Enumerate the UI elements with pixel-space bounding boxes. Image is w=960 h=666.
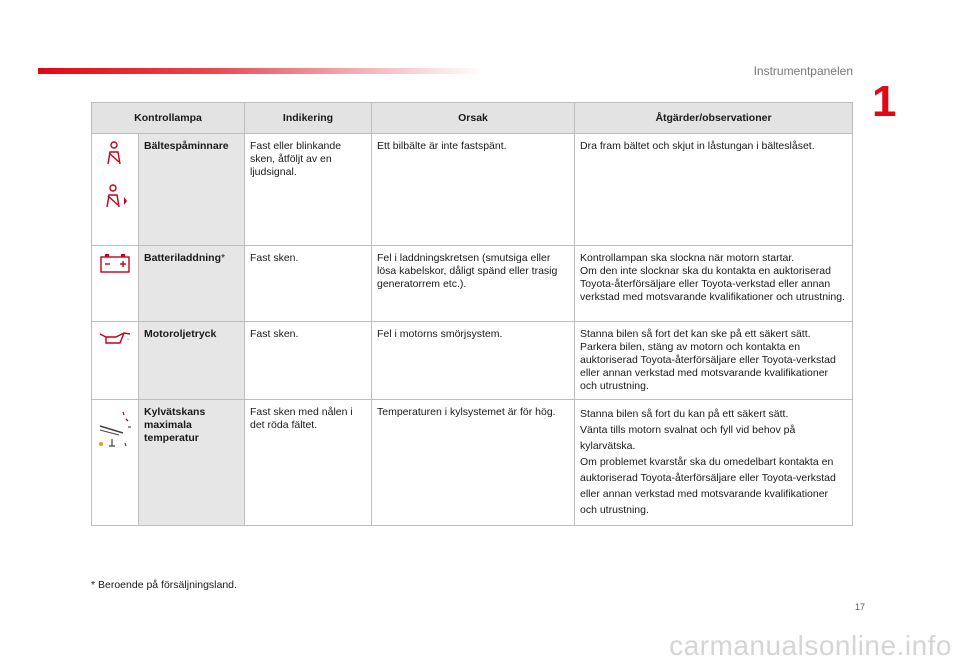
- footnote-marker: *: [221, 252, 226, 264]
- lamp-name: Bältespåminnare: [139, 134, 245, 246]
- lamp-action: [575, 322, 853, 400]
- lamp-indication: Fast eller blinkande sken, åtföljt av en ljudsignal.: [245, 134, 372, 246]
- watermark: carmanualsonline.info: [669, 630, 952, 661]
- table-header-row: [92, 103, 853, 134]
- lamp-cause: Temperaturen i kylsystemet är för hög.: [372, 400, 575, 526]
- action-line: Stanna bilen så fort du kan på ett säkert sätt.: [580, 408, 789, 420]
- lamp-indication: Fast sken.: [245, 246, 372, 322]
- icon-cell: [92, 400, 139, 526]
- section-title: Instrumentpanelen: [753, 64, 853, 78]
- lamp-action: [575, 246, 853, 322]
- page-number: 17: [855, 602, 866, 612]
- lamp-action: [575, 400, 853, 526]
- icon-cell: [92, 246, 139, 322]
- lamp-name: [139, 246, 245, 322]
- action-line: Om problemet kvarstår ska du omedelbart kontakta en auktoriserad Toyota-återförsäljare eller Toyota-verkstad eller annan verkstad med motsvarande kvalifikationer och utrustning.: [580, 456, 836, 516]
- seatbelt-reminder-icon: [97, 140, 133, 211]
- table-row: [92, 246, 853, 322]
- battery-icon: [97, 252, 133, 274]
- lamp-action: [575, 134, 853, 246]
- table-row: [92, 322, 853, 400]
- table-row: [92, 134, 853, 246]
- lamp-cause: Fel i motorns smörjsystem.: [372, 322, 575, 400]
- lamp-indication: Fast sken.: [245, 322, 372, 400]
- oil-pressure-icon: [97, 328, 133, 348]
- action-line: Om den inte slocknar ska du kontakta en auktoriserad Toyota-återförsäljare eller Toyota-verkstad eller annan verkstad med motsvarande kvalifikationer och utrustning.: [580, 265, 845, 303]
- header-accent-bar: [38, 68, 483, 74]
- column-header: Kontrollampa: [92, 103, 245, 134]
- chapter-number: 1: [872, 77, 897, 126]
- icon-cell: [92, 322, 139, 400]
- warning-lamps-table: [91, 102, 853, 526]
- lamp-name: Kylvätskans maximala temperatur: [139, 400, 245, 526]
- column-header: Åtgärder/observationer: [575, 103, 853, 134]
- action-line: Dra fram bältet och skjut in låstungan i bälteslåset.: [580, 140, 815, 152]
- action-line: Vänta tills motorn svalnat och fyll vid behov på kylarvätska.: [580, 424, 796, 452]
- action-line: Stanna bilen så fort det kan ske på ett säkert sätt.: [580, 328, 811, 340]
- column-header: Orsak: [372, 103, 575, 134]
- action-line: Kontrollampan ska slockna när motorn startar.: [580, 252, 795, 264]
- icon-cell: [92, 134, 139, 246]
- lamp-name: Motoroljetryck: [139, 322, 245, 400]
- lamp-indication: Fast sken med nålen i det röda fältet.: [245, 400, 372, 526]
- lamp-cause: Fel i laddningskretsen (smutsiga eller lösa kabelskor, dåligt spänd eller trasig generatorrem etc.).: [372, 246, 575, 322]
- coolant-temperature-icon: [97, 406, 133, 450]
- footnote: * Beroende på försäljningsland.: [91, 579, 237, 591]
- lamp-cause: Ett bilbälte är inte fastspänt.: [372, 134, 575, 246]
- table-row: [92, 400, 853, 526]
- lamp-name-text: Batteriladdning: [144, 252, 222, 264]
- column-header: Indikering: [245, 103, 372, 134]
- action-line: Parkera bilen, stäng av motorn och kontakta en auktoriserad Toyota-återförsäljare eller Toyota-verkstad eller annan verkstad med motsvarande kvalifikationer och utrustning.: [580, 341, 836, 392]
